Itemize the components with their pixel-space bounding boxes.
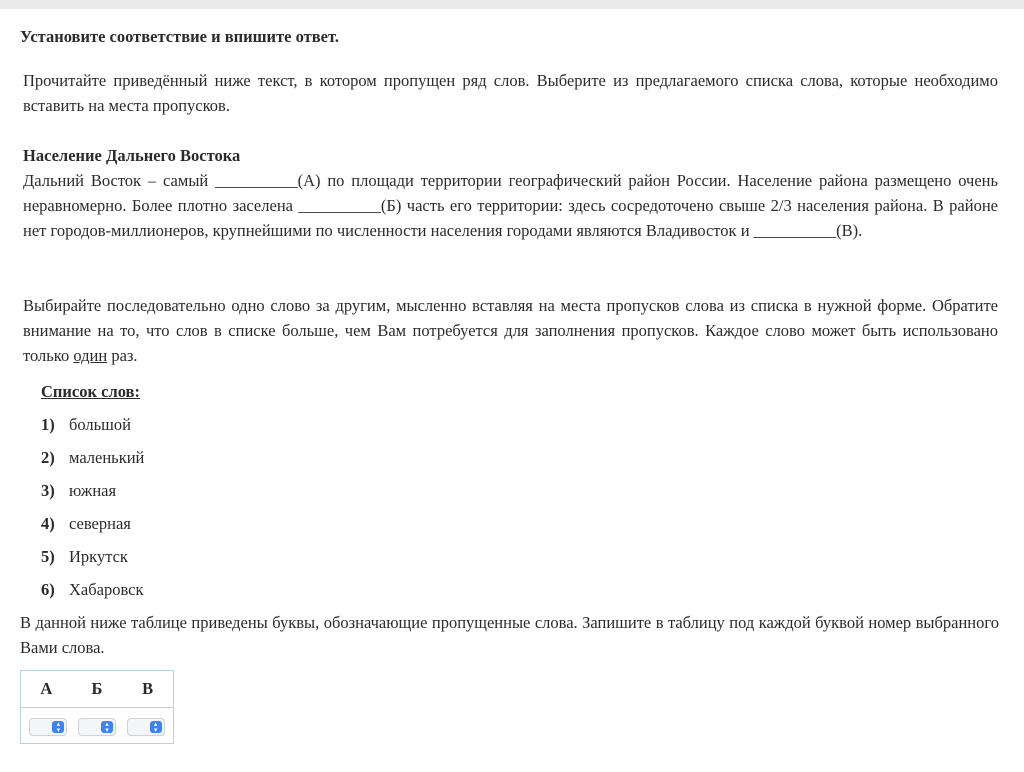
word-list-title: Список слов: bbox=[41, 382, 140, 401]
list-item-number: 3) bbox=[41, 481, 55, 500]
text-part-3: часть его территории: здесь сосредоточено свыше 2/3 населения района. В районе нет городов-миллионеров, крупнейшими по численности населения городами являются Владивосток и bbox=[23, 196, 998, 240]
answer-select-a[interactable] bbox=[29, 718, 67, 736]
column-header-v: В bbox=[142, 679, 154, 698]
answer-table bbox=[20, 670, 174, 744]
blank-b: __________(Б) bbox=[298, 196, 402, 215]
answer-select-v[interactable] bbox=[127, 718, 165, 736]
instructions bbox=[23, 293, 998, 368]
list-item-number: 1) bbox=[41, 415, 55, 434]
instructions-underlined: один bbox=[73, 346, 108, 365]
text-body bbox=[23, 168, 998, 243]
text-part-1: Дальний Восток – самый bbox=[23, 171, 216, 190]
answer-table-row bbox=[21, 708, 173, 745]
column-header-a: А bbox=[40, 679, 53, 698]
select-arrows-icon: ▴ ▾ bbox=[150, 721, 162, 733]
task-intro: Прочитайте приведённый ниже текст, в котором пропущен ряд слов. Выберите из предлагаемого списка слова, которые необходимо вставить на места пропусков. bbox=[23, 71, 998, 115]
list-item-word: северная bbox=[69, 514, 131, 533]
list-item-number: 4) bbox=[41, 514, 55, 533]
table-instructions: В данной ниже таблице приведены буквы, обозначающие пропущенные слова. Запишите в таблицу под каждой буквой номер выбранного Вами слова. bbox=[20, 613, 999, 657]
text-heading: Население Дальнего Востока bbox=[23, 146, 241, 165]
instructions-part-2: раз. bbox=[107, 346, 138, 365]
answer-table-header bbox=[21, 671, 173, 708]
list-item-word: маленький bbox=[69, 448, 145, 467]
select-arrows-icon: ▴ ▾ bbox=[52, 721, 64, 733]
list-item-word: большой bbox=[69, 415, 131, 434]
text-part-2: по площади территории географический район России. Население района размещено очень неравномерно. Более плотно заселена bbox=[23, 171, 998, 215]
answer-select-b[interactable] bbox=[78, 718, 116, 736]
list-item bbox=[41, 577, 144, 602]
list-item-number: 2) bbox=[41, 448, 55, 467]
list-item-word: Хабаровск bbox=[69, 580, 144, 599]
task-title: Установите соответствие и впишите ответ. bbox=[20, 27, 339, 46]
list-item bbox=[41, 445, 144, 470]
list-item bbox=[41, 511, 131, 536]
blank-c: __________(В). bbox=[753, 221, 863, 240]
top-bar bbox=[0, 0, 1024, 9]
list-item-number: 6) bbox=[41, 580, 55, 599]
instructions-part-1: Выбирайте последовательно одно слово за другим, мысленно вставляя на места пропусков слова из списка в нужной форме. Обратите внимание на то, что слов в списке больше, чем Вам потребуется для заполнения пропусков. Каждое слово может быть использовано только bbox=[23, 296, 998, 365]
list-item-number: 5) bbox=[41, 547, 55, 566]
list-item bbox=[41, 544, 128, 569]
blank-a: __________(А) bbox=[215, 171, 321, 190]
column-header-b: Б bbox=[91, 679, 103, 698]
list-item bbox=[41, 412, 131, 437]
list-item-word: южная bbox=[69, 481, 117, 500]
select-arrows-icon: ▴ ▾ bbox=[101, 721, 113, 733]
list-item bbox=[41, 478, 116, 503]
list-item-word: Иркутск bbox=[69, 547, 128, 566]
